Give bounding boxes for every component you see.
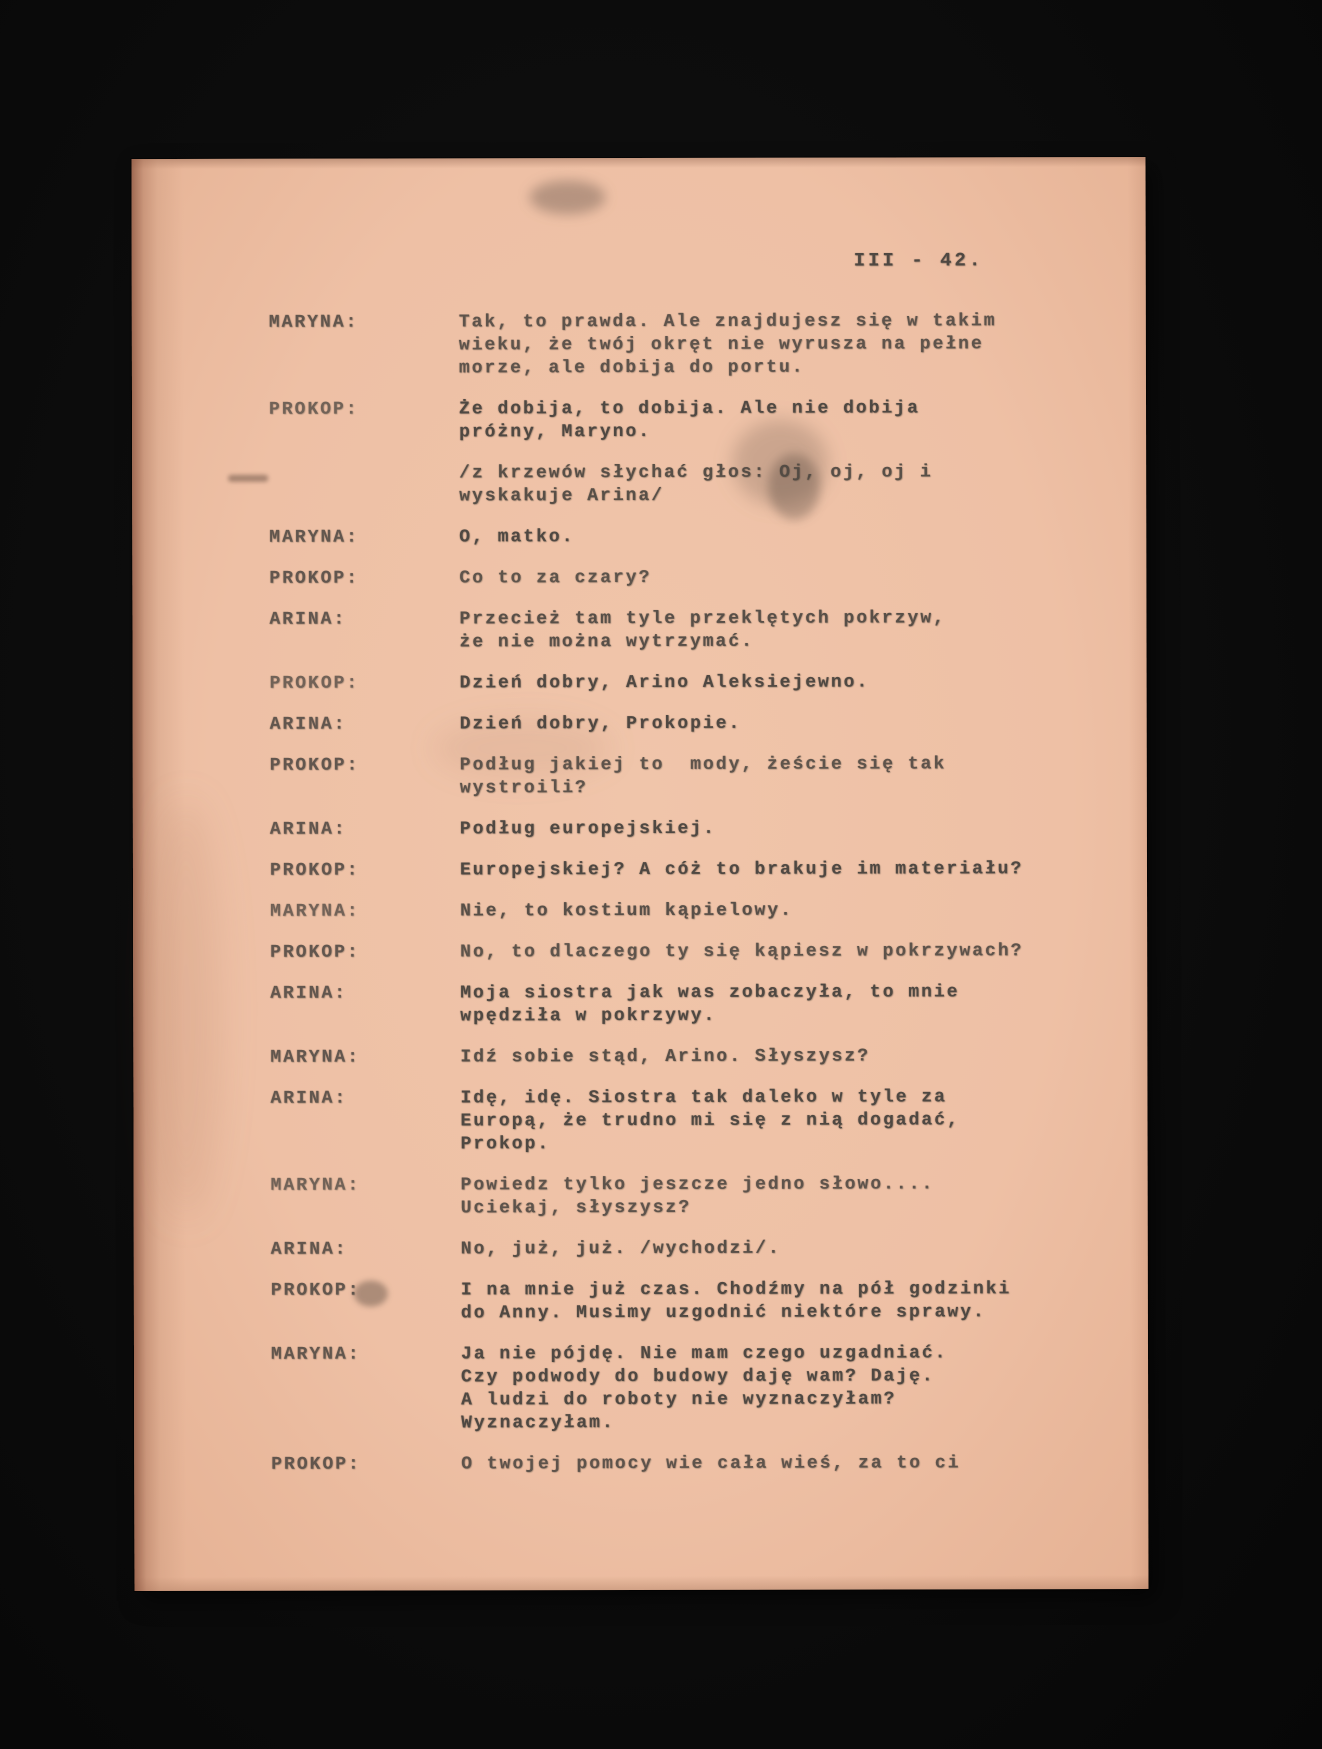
speaker-label: MARYNA: (270, 1047, 361, 1068)
dialogue-text: Że dobija, to dobija. Ale nie dobija próżny, Maryno. (459, 398, 920, 443)
dialogue-row (271, 1237, 1118, 1262)
dialogue-row (269, 566, 1116, 591)
speaker-label: MARYNA: (270, 1344, 361, 1365)
speaker-label: PROKOP: (271, 1454, 361, 1475)
dialogue-row (269, 310, 1116, 381)
dialogue-text: Przecież tam tyle przeklętych pokrzyw, że nie można wytrzymać. (459, 608, 946, 653)
dialogue-text: Podług europejskiej. (459, 818, 716, 840)
dialogue-row (270, 940, 1117, 965)
dialogue-row (270, 753, 1117, 801)
ink-smudge-top (530, 180, 606, 214)
speaker-label: MARYNA: (270, 1175, 361, 1196)
dialogue-text: Dzień dobry, Prokopie. (459, 713, 742, 735)
dialogue-row (271, 1342, 1118, 1436)
speaker-label: PROKOP: (270, 1280, 361, 1301)
dialogue-row (270, 858, 1117, 883)
dialogue-text: Nie, to kostium kąpielowy. (460, 900, 793, 922)
dialogue-row (270, 1086, 1117, 1157)
dialogue-text: Ja nie pójdę. Nie mam czego uzgadniać. Czy podwody do budowy daję wam? Daję. A ludzi do roboty nie wyznaczyłam? Wyznaczyłam. (460, 1343, 948, 1434)
speaker-label: ARINA: (269, 609, 347, 630)
speaker-label: ARINA: (269, 819, 347, 840)
dialogue-row (269, 607, 1116, 655)
stage-direction-row (269, 461, 1116, 509)
speaker-label: PROKOP: (269, 673, 360, 694)
dialogue-row (271, 1452, 1118, 1477)
dialogue-row (270, 899, 1117, 924)
dialogue-text: O twojej pomocy wie cała wieś, za to ci (461, 1453, 961, 1475)
speaker-label: ARINA: (269, 714, 347, 735)
dialogue-row (270, 712, 1117, 737)
dialogue-row (270, 1045, 1117, 1070)
speaker-label: ARINA: (270, 1239, 348, 1260)
speaker-label: ARINA: (270, 1088, 348, 1109)
speaker-label (269, 462, 459, 508)
paper-wear-patch (151, 799, 222, 1219)
dialogue-text: Powiedz tylko jeszcze jedno słowo.... Uciekaj, słyszysz? (460, 1174, 935, 1219)
dialogue-text: Podług jakiej to mody, żeście się tak wystroili? (459, 754, 947, 799)
pencil-dash-mark (228, 475, 268, 482)
dialogue-text: Dzień dobry, Arino Aleksiejewno. (459, 672, 870, 694)
speaker-label: PROKOP: (269, 860, 360, 881)
dialogue-text: Tak, to prawda. Ale znajdujesz się w takim wieku, że twój okręt nie wyrusza na pełne morze, ale dobija do portu. (458, 311, 997, 379)
speaker-label: MARYNA: (269, 527, 359, 548)
dialogue-row (271, 1173, 1118, 1221)
dialogue-row (270, 671, 1117, 696)
dialogue-text: I na mnie już czas. Chodźmy na pół godzinki do Anny. Musimy uzgodnić niektóre sprawy. (460, 1279, 1012, 1324)
speaker-label: MARYNA: (268, 312, 359, 333)
dialogue-text: Europejskiej? A cóż to brakuje im materiału? (459, 859, 1024, 881)
dialogue-text: No, już, już. /wychodzi/. (460, 1238, 781, 1260)
dialogue-text: O, matko. (459, 527, 575, 548)
typescript-page (132, 157, 1149, 1591)
dialogue-row (270, 981, 1117, 1029)
speaker-label: ARINA: (270, 983, 348, 1004)
speaker-label: MARYNA: (270, 901, 360, 922)
speaker-label: PROKOP: (269, 568, 360, 589)
page-number: III - 42. (853, 249, 984, 272)
stage-direction-text: /z krzewów słychać głos: Oj, oj, oj i wyskakuje Arina/ (459, 462, 933, 507)
speaker-label: PROKOP: (269, 755, 360, 776)
dialogue-text: Moja siostra jak was zobaczyła, to mnie wpędziła w pokrzywy. (460, 982, 960, 1027)
dialogue-text: Co to za czary? (459, 567, 652, 589)
speaker-label: PROKOP: (270, 942, 360, 963)
dialogue-row (269, 525, 1116, 550)
dialogue-body (269, 310, 1118, 1495)
dialogue-text: No, to dlaczego ty się kąpiesz w pokrzywach? (460, 941, 1024, 963)
dialogue-row (270, 817, 1117, 842)
dialogue-text: Idź sobie stąd, Arino. Słyszysz? (460, 1046, 871, 1068)
dialogue-row (269, 397, 1116, 445)
dialogue-row (271, 1278, 1118, 1326)
dialogue-text: Idę, idę. Siostra tak daleko w tyle za Europą, że trudno mi się z nią dogadać, Prokop. (460, 1087, 960, 1155)
speaker-label: PROKOP: (269, 399, 359, 420)
